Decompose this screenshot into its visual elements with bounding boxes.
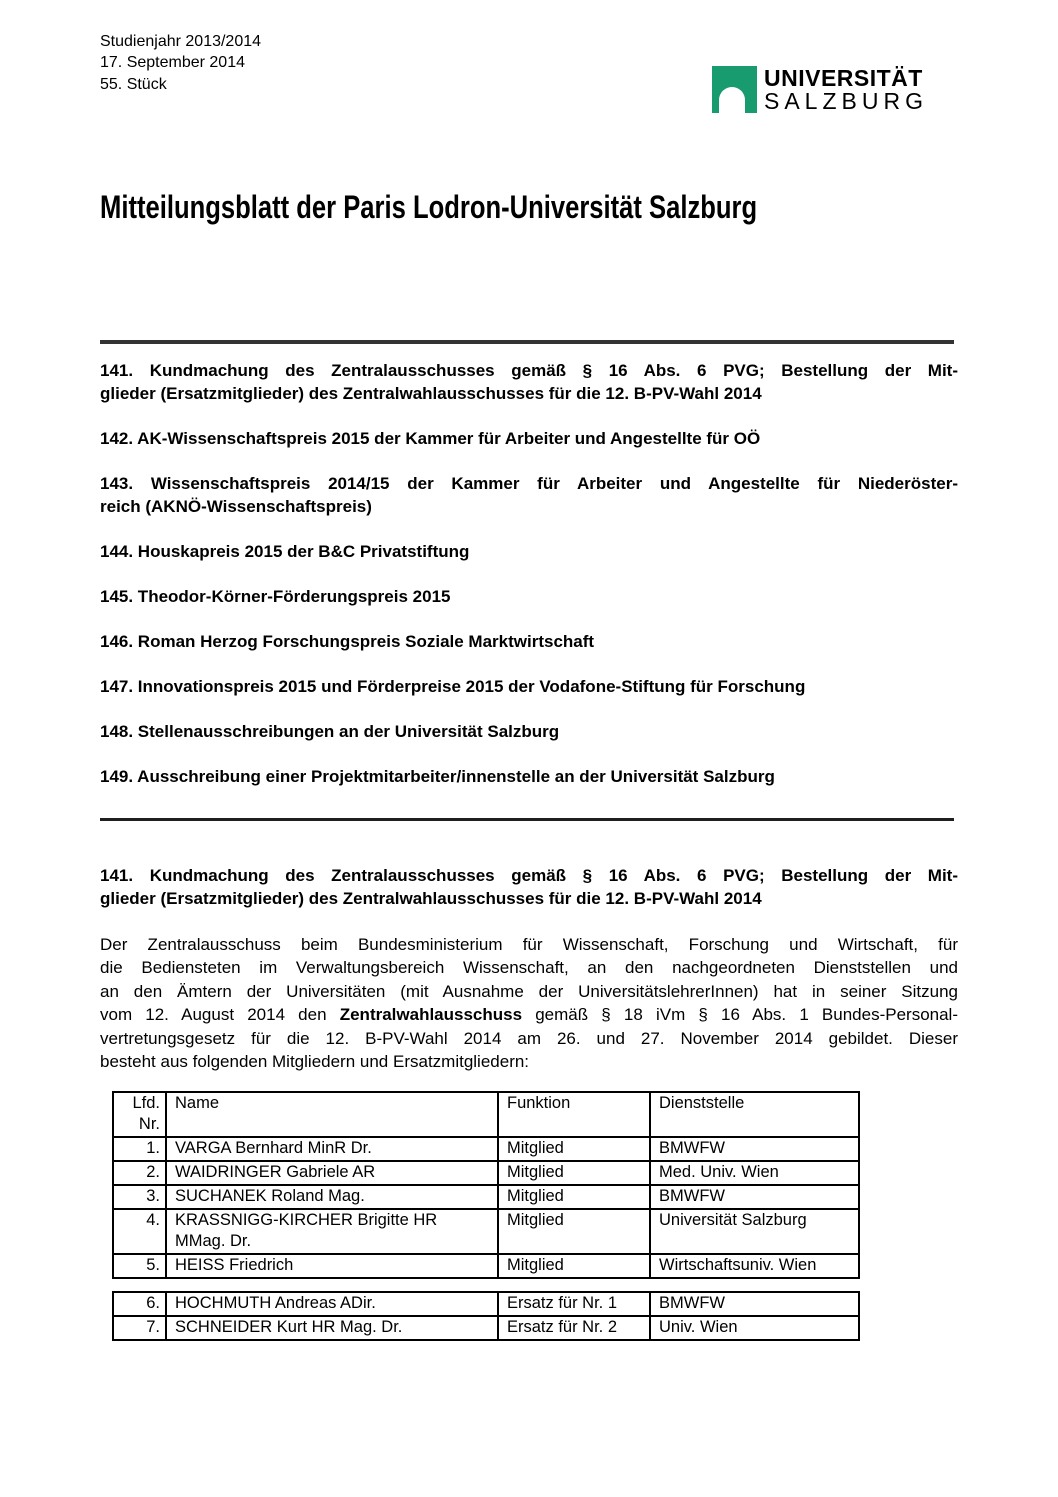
section-141-paragraph xyxy=(100,933,958,1073)
cell-dienststelle: Wirtschaftsuniv. Wien xyxy=(650,1254,859,1278)
toc-item-line: reich (AKNÖ-Wissenschaftspreis) xyxy=(100,497,372,516)
table-header-row xyxy=(113,1092,859,1137)
toc-item-148 xyxy=(100,720,958,743)
paragraph-line: vertretungsgesetz für die 12. B-PV-Wahl 2014 am 26. und 27. November 2014 gebildet. Dieser xyxy=(100,1028,958,1048)
header-funktion: Funktion xyxy=(498,1092,650,1137)
table-row xyxy=(113,1185,859,1209)
toc-item-147 xyxy=(100,675,958,698)
toc-item-142 xyxy=(100,427,958,450)
paragraph-bold-term: Zentralwahlausschuss xyxy=(339,1005,523,1025)
paragraph-text: gemäß § 18 iVm § 16 Abs. 1 Bundes-Personal- xyxy=(522,1005,958,1025)
cell-dienststelle: BMWFW xyxy=(650,1137,859,1161)
toc-item-line: 143. Wissenschaftspreis 2014/15 der Kammer für Arbeiter und Angestellte für Niederöster- xyxy=(100,474,958,493)
header-lfd-nr xyxy=(113,1092,166,1137)
substitutes-table xyxy=(112,1291,860,1341)
logo-wordmark xyxy=(764,66,928,113)
table-row xyxy=(113,1161,859,1185)
paragraph-line: die Bediensteten im Verwaltungsbereich Wissenschaft, an den nachgeordneten Dienststellen und xyxy=(100,958,958,978)
header-nr: Nr. xyxy=(138,1115,160,1133)
table-row xyxy=(113,1254,859,1278)
divider-bottom xyxy=(100,818,954,821)
table-row xyxy=(113,1316,859,1340)
masthead-studienjahr: Studienjahr 2013/2014 xyxy=(100,33,262,50)
page-title: Mitteilungsblatt der Paris Lodron-Universität Salzburg xyxy=(100,189,758,225)
toc-item-143 xyxy=(100,472,958,518)
cell-name: HEISS Friedrich xyxy=(166,1254,498,1278)
toc-item-line: glieder (Ersatzmitglieder) des Zentralwahlausschusses für die 12. B-PV-Wahl 2014 xyxy=(100,384,762,403)
toc-item-149 xyxy=(100,765,958,788)
logo-salzburg-text: SALZBURG xyxy=(764,88,928,114)
cell-funktion: Mitglied xyxy=(498,1185,650,1209)
members-table xyxy=(112,1091,860,1279)
cell-name: VARGA Bernhard MinR Dr. xyxy=(166,1137,498,1161)
university-logo xyxy=(712,66,928,113)
heading-line: 141. Kundmachung des Zentralausschusses gemäß § 16 Abs. 6 PVG; Bestellung der Mit- xyxy=(100,866,958,885)
university-arch-icon xyxy=(712,66,757,113)
toc-item-line: 141. Kundmachung des Zentralausschusses gemäß § 16 Abs. 6 PVG; Bestellung der Mit- xyxy=(100,361,958,380)
masthead-date: 17. September 2014 xyxy=(100,54,245,72)
cell-name-line: KRASSNIGG-KIRCHER Brigitte HR xyxy=(175,1211,438,1229)
cell-funktion: Mitglied xyxy=(498,1161,650,1185)
toc-item-146 xyxy=(100,630,958,653)
toc-item-line: 145. Theodor-Körner-Förderungspreis 2015 xyxy=(100,587,451,606)
header-dienststelle: Dienststelle xyxy=(650,1092,859,1137)
header-lfd: Lfd. xyxy=(132,1094,160,1112)
toc-item-line: 144. Houskapreis 2015 der B&C Privatstiftung xyxy=(100,542,470,561)
cell-nr: 6. xyxy=(113,1292,166,1316)
cell-funktion: Ersatz für Nr. 1 xyxy=(498,1292,650,1316)
cell-name: SCHNEIDER Kurt HR Mag. Dr. xyxy=(166,1316,498,1340)
cell-name: SUCHANEK Roland Mag. xyxy=(166,1185,498,1209)
toc-item-141 xyxy=(100,359,958,405)
heading-line: glieder (Ersatzmitglieder) des Zentralwahlausschusses für die 12. B-PV-Wahl 2014 xyxy=(100,889,762,908)
paragraph-line xyxy=(100,1003,958,1026)
toc-item-line: 146. Roman Herzog Forschungspreis Soziale Marktwirtschaft xyxy=(100,632,595,651)
cell-nr: 3. xyxy=(113,1185,166,1209)
table-row xyxy=(113,1292,859,1316)
paragraph-line: Der Zentralausschuss beim Bundesministerium für Wissenschaft, Forschung und Wirtschaft, für xyxy=(100,935,958,954)
header-name: Name xyxy=(166,1092,498,1137)
paragraph-line: besteht aus folgenden Mitgliedern und Ersatzmitgliedern: xyxy=(100,1052,530,1072)
cell-dienststelle: BMWFW xyxy=(650,1292,859,1316)
cell-dienststelle: Med. Univ. Wien xyxy=(650,1161,859,1185)
section-141-heading xyxy=(100,864,958,910)
cell-funktion: Ersatz für Nr. 2 xyxy=(498,1316,650,1340)
cell-funktion: Mitglied xyxy=(498,1137,650,1161)
toc-item-144 xyxy=(100,540,958,563)
cell-name xyxy=(166,1209,498,1254)
cell-nr: 1. xyxy=(113,1137,166,1161)
masthead xyxy=(100,31,261,95)
table-row xyxy=(113,1137,859,1161)
cell-dienststelle: Univ. Wien xyxy=(650,1316,859,1340)
cell-dienststelle: BMWFW xyxy=(650,1185,859,1209)
cell-dienststelle: Universität Salzburg xyxy=(650,1209,859,1254)
paragraph-line: an den Ämtern der Universitäten (mit Ausnahme der UniversitätslehrerInnen) hat in seiner Sitzung xyxy=(100,981,958,1001)
cell-name: WAIDRINGER Gabriele AR xyxy=(166,1161,498,1185)
cell-funktion: Mitglied xyxy=(498,1254,650,1278)
cell-nr: 2. xyxy=(113,1161,166,1185)
table-row xyxy=(113,1209,859,1254)
cell-name: HOCHMUTH Andreas ADir. xyxy=(166,1292,498,1316)
toc-item-line: 147. Innovationspreis 2015 und Förderpreise 2015 der Vodafone-Stiftung für Forschung xyxy=(100,677,806,696)
toc-item-line: 149. Ausschreibung einer Projektmitarbeiter/innenstelle an der Universität Salzburg xyxy=(100,767,775,786)
cell-nr: 4. xyxy=(113,1209,166,1254)
masthead-stueck: 55. Stück xyxy=(100,75,167,93)
cell-nr: 7. xyxy=(113,1316,166,1340)
table-of-contents xyxy=(100,359,958,810)
toc-item-line: 142. AK-Wissenschaftspreis 2015 der Kammer für Arbeiter und Angestellte für OÖ xyxy=(100,429,761,448)
toc-item-145 xyxy=(100,585,958,608)
cell-name-line: MMag. Dr. xyxy=(175,1232,252,1250)
cell-nr: 5. xyxy=(113,1254,166,1278)
toc-item-line: 148. Stellenausschreibungen an der Universität Salzburg xyxy=(100,722,560,741)
arch-cutout-shape xyxy=(719,87,745,113)
logo-universitaet-text: UNIVERSITÄT xyxy=(764,65,923,91)
divider-top xyxy=(100,340,954,344)
cell-funktion: Mitglied xyxy=(498,1209,650,1254)
paragraph-text: vom 12. August 2014 den xyxy=(100,1005,340,1025)
